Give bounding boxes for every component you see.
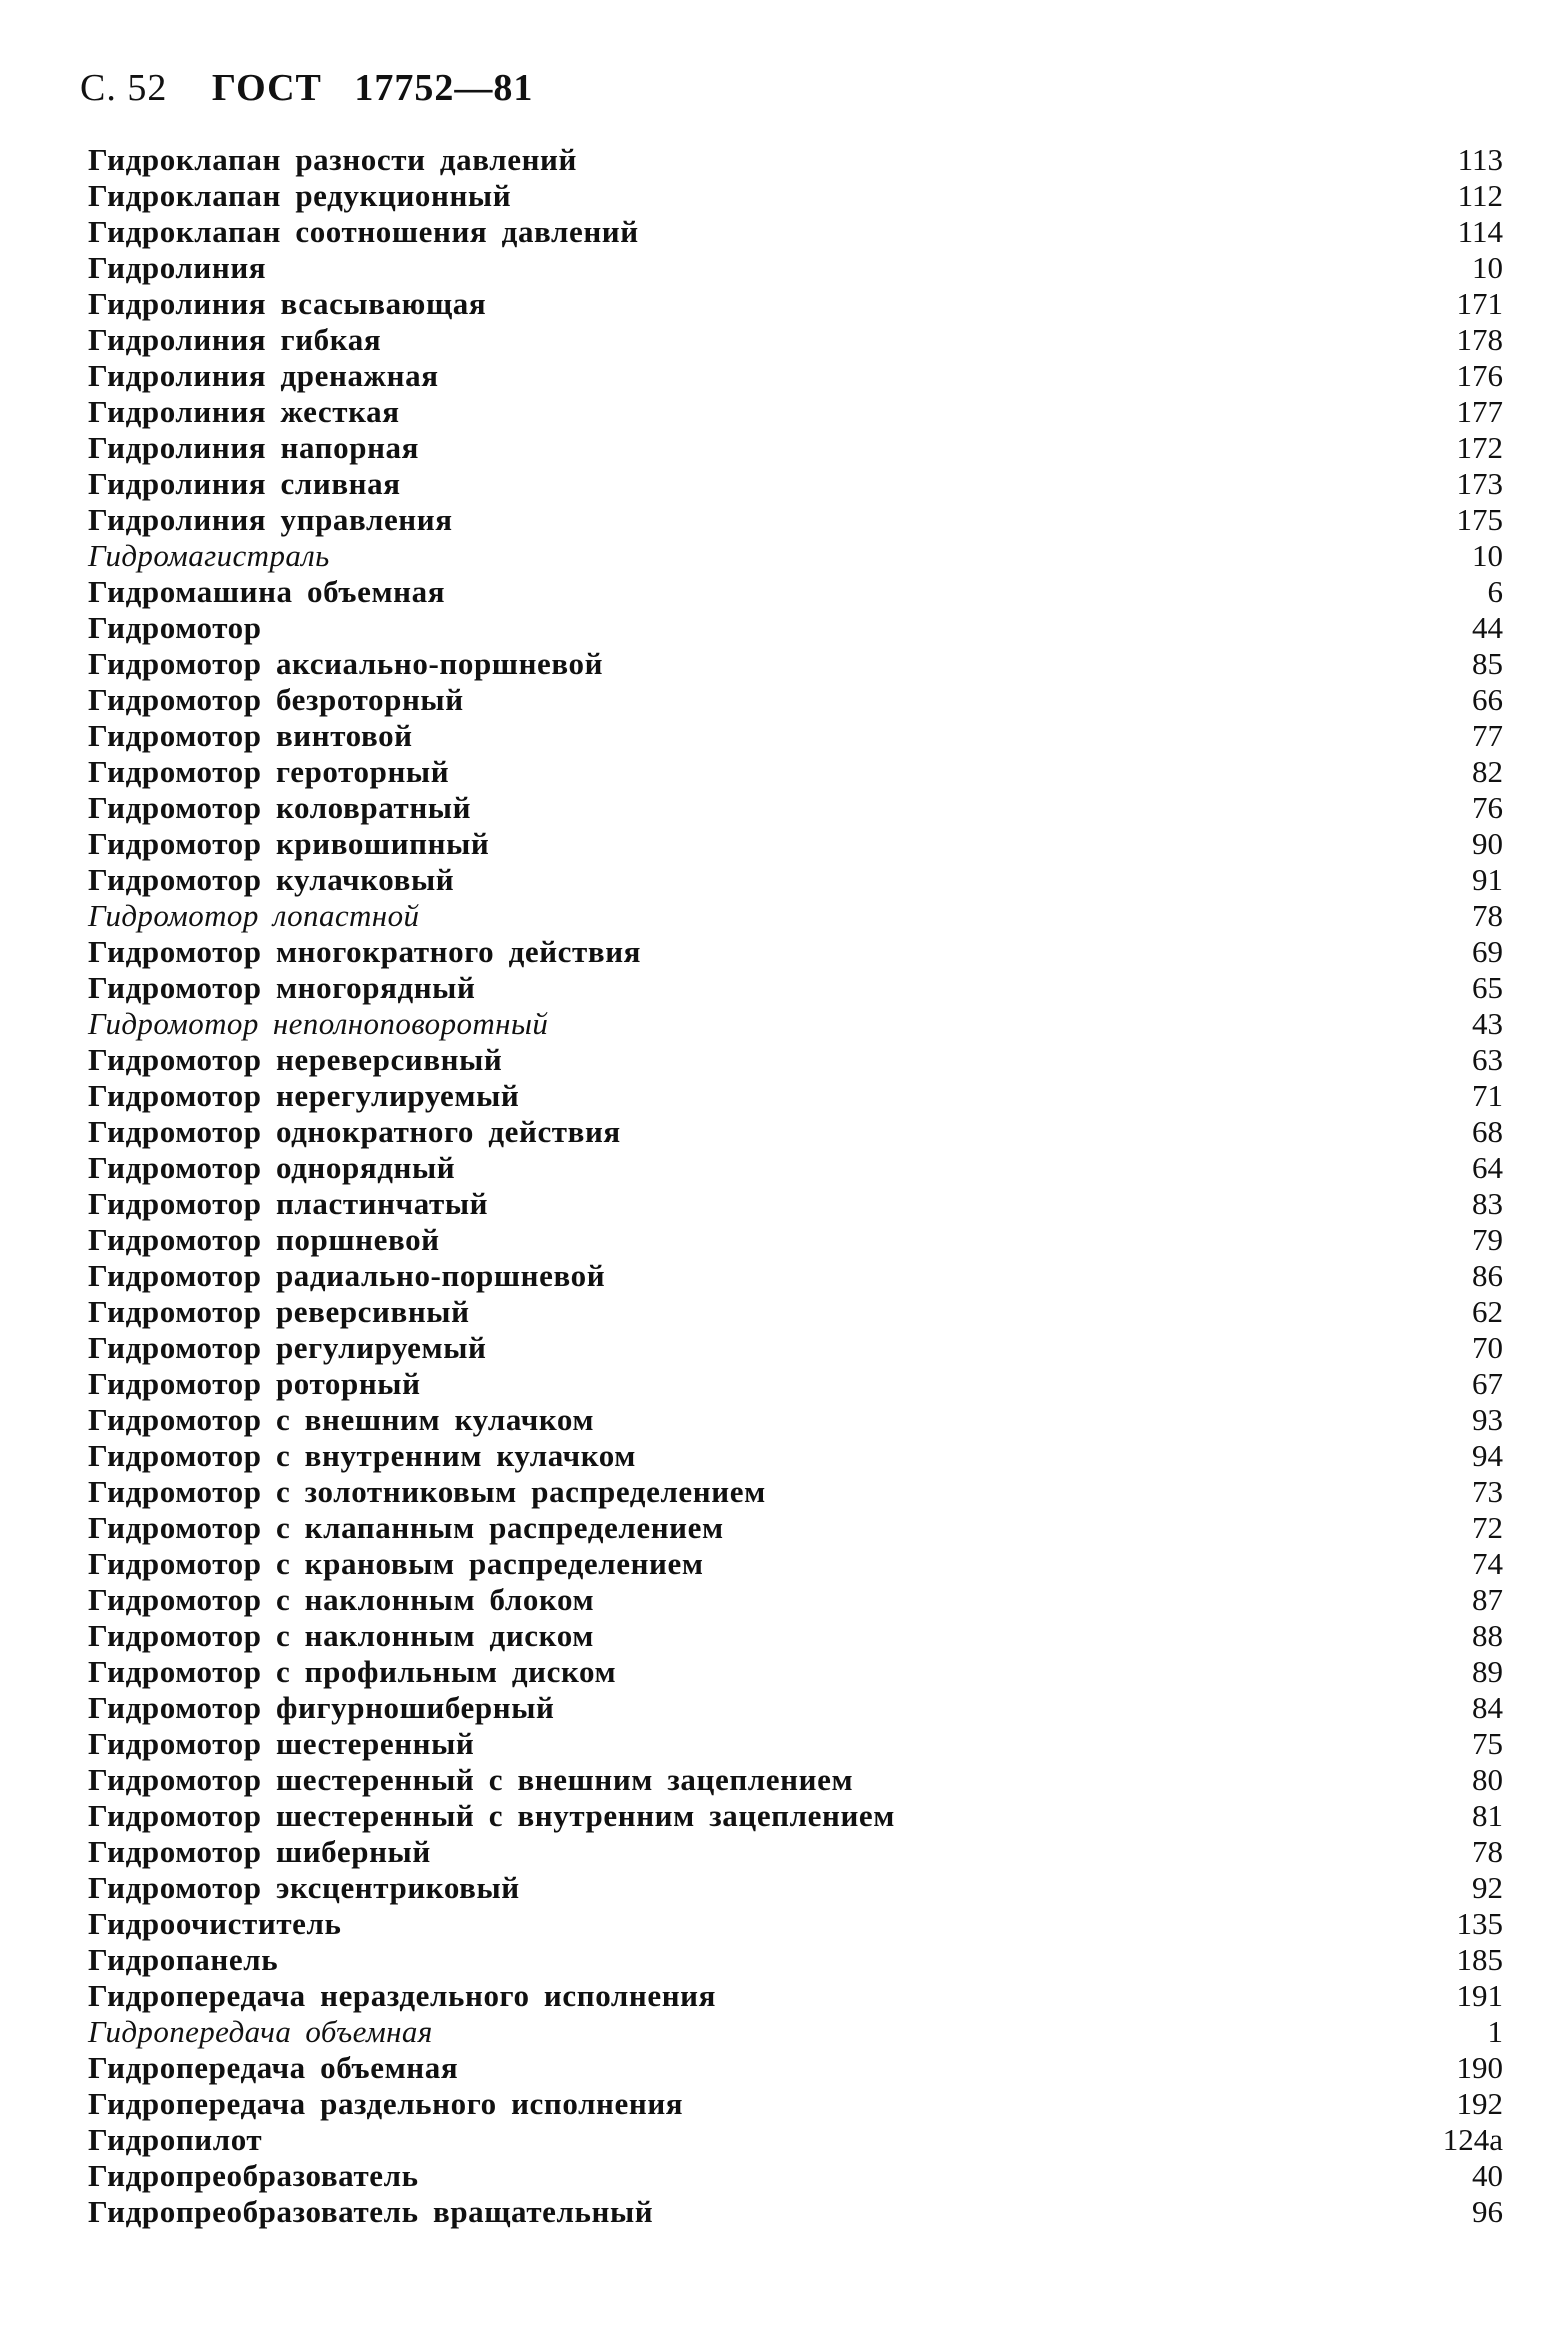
entry-term: Гидромотор эксцентриковый [88,1870,520,1905]
index-entry [88,2158,1503,2194]
entry-term: Гидропреобразователь вращательный [88,2194,654,2229]
entry-term: Гидролиния всасывающая [88,286,487,321]
entry-term: Гидромотор с наклонным диском [88,1618,594,1653]
entry-clause-number: 75 [1472,1726,1503,1761]
term-index-list [88,142,1503,2230]
index-entry [88,214,1503,250]
entry-clause-number: 81 [1472,1798,1503,1833]
entry-term: Гидропередача нераздельного исполнения [88,1978,716,2013]
entry-clause-number: 135 [1456,1906,1503,1941]
entry-term: Гидроклапан редукционный [88,178,512,213]
entry-clause-number: 112 [1457,178,1503,213]
entry-term: Гидролиния дренажная [88,358,439,393]
entry-term: Гидромотор [88,610,262,645]
entry-clause-number: 77 [1472,718,1503,753]
entry-clause-number: 79 [1472,1222,1503,1257]
entry-clause-number: 91 [1472,862,1503,897]
entry-clause-number: 76 [1472,790,1503,825]
index-entry [88,358,1503,394]
entry-term: Гидроочиститель [88,1906,342,1941]
entry-term: Гидролиния напорная [88,430,420,465]
index-entry [88,250,1503,286]
entry-clause-number: 73 [1472,1474,1503,1509]
index-entry [88,1186,1503,1222]
index-entry [88,1942,1503,1978]
entry-clause-number: 88 [1472,1618,1503,1653]
index-entry [88,1618,1503,1654]
entry-clause-number: 92 [1472,1870,1503,1905]
entry-term: Гидромотор винтовой [88,718,413,753]
index-entry [88,394,1503,430]
entry-term: Гидромотор безроторный [88,682,464,717]
index-entry [88,1762,1503,1798]
index-entry [88,1042,1503,1078]
index-entry [88,1978,1503,2014]
entry-term: Гидромотор кривошипный [88,826,490,861]
entry-term: Гидромотор с наклонным блоком [88,1582,595,1617]
entry-term: Гидромотор шестеренный с внутренним зацеплением [88,1798,895,1833]
entry-term: Гидромотор с клапанным распределением [88,1510,724,1545]
entry-term: Гидромотор неполноповоротный [88,1006,549,1041]
entry-clause-number: 90 [1472,826,1503,861]
index-entry [88,1582,1503,1618]
entry-clause-number: 84 [1472,1690,1503,1725]
entry-term: Гидромотор нереверсивный [88,1042,503,1077]
entry-clause-number: 83 [1472,1186,1503,1221]
index-entry [88,1690,1503,1726]
entry-clause-number: 74 [1472,1546,1503,1581]
entry-term: Гидромотор радиально-поршневой [88,1258,606,1293]
index-entry [88,1006,1503,1042]
entry-term: Гидролиния сливная [88,466,401,501]
index-entry [88,1834,1503,1870]
index-entry [88,1402,1503,1438]
entry-term: Гидроклапан соотношения давлений [88,214,639,249]
entry-term: Гидропанель [88,1942,279,1977]
entry-term: Гидропилот [88,2122,263,2157]
entry-term: Гидромотор с крановым распределением [88,1546,704,1581]
entry-term: Гидромотор фигурношиберный [88,1690,555,1725]
entry-clause-number: 185 [1456,1942,1503,1977]
entry-term: Гидромотор многорядный [88,970,476,1005]
index-entry [88,1078,1503,1114]
index-entry [88,826,1503,862]
index-entry [88,2122,1503,2158]
entry-term: Гидромотор поршневой [88,1222,440,1257]
index-entry [88,1906,1503,1942]
entry-clause-number: 172 [1456,430,1503,465]
entry-clause-number: 78 [1472,898,1503,933]
entry-clause-number: 6 [1487,574,1503,609]
entry-clause-number: 89 [1472,1654,1503,1689]
index-entry [88,1114,1503,1150]
index-entry [88,970,1503,1006]
index-entry [88,1330,1503,1366]
index-entry [88,718,1503,754]
index-entry [88,1726,1503,1762]
entry-term: Гидромотор многократного действия [88,934,642,969]
entry-clause-number: 71 [1472,1078,1503,1113]
entry-clause-number: 93 [1472,1402,1503,1437]
entry-term: Гидромотор лопастной [88,898,420,933]
index-entry [88,1258,1503,1294]
entry-clause-number: 65 [1472,970,1503,1005]
entry-term: Гидромотор аксиально-поршневой [88,646,604,681]
entry-clause-number: 178 [1456,322,1503,357]
index-entry [88,2086,1503,2122]
entry-term: Гидромотор с профильным диском [88,1654,617,1689]
index-entry [88,1798,1503,1834]
entry-clause-number: 69 [1472,934,1503,969]
index-entry [88,1654,1503,1690]
index-entry [88,754,1503,790]
index-entry [88,286,1503,322]
entry-clause-number: 64 [1472,1150,1503,1185]
entry-clause-number: 175 [1456,502,1503,537]
entry-term: Гидромотор шестеренный с внешним зацеплением [88,1762,854,1797]
entry-term: Гидропреобразователь [88,2158,419,2193]
entry-term: Гидромагистраль [88,538,330,573]
entry-clause-number: 177 [1456,394,1503,429]
entry-clause-number: 72 [1472,1510,1503,1545]
entry-clause-number: 80 [1472,1762,1503,1797]
index-entry [88,1222,1503,1258]
entry-term: Гидромотор героторный [88,754,450,789]
entry-clause-number: 114 [1457,214,1503,249]
entry-clause-number: 86 [1472,1258,1503,1293]
page-header [80,66,533,110]
standard-number: 17752—81 [354,67,534,109]
entry-clause-number: 171 [1456,286,1503,321]
entry-clause-number: 94 [1472,1438,1503,1473]
index-entry [88,178,1503,214]
entry-term: Гидролиния жесткая [88,394,400,429]
entry-term: Гидропередача объемная [88,2014,433,2049]
entry-clause-number: 68 [1472,1114,1503,1149]
index-entry [88,610,1503,646]
index-entry [88,1510,1503,1546]
index-entry [88,502,1503,538]
entry-term: Гидромотор регулируемый [88,1330,487,1365]
entry-term: Гидромотор роторный [88,1366,421,1401]
entry-term: Гидролиния гибкая [88,322,382,357]
entry-clause-number: 96 [1472,2194,1503,2229]
entry-term: Гидролиния управления [88,502,453,537]
index-entry [88,142,1503,178]
entry-clause-number: 78 [1472,1834,1503,1869]
index-entry [88,1546,1503,1582]
entry-clause-number: 66 [1472,682,1503,717]
entry-clause-number: 173 [1456,466,1503,501]
entry-term: Гидромашина объемная [88,574,446,609]
index-entry [88,1870,1503,1906]
entry-clause-number: 40 [1472,2158,1503,2193]
index-entry [88,574,1503,610]
entry-clause-number: 192 [1456,2086,1503,2121]
entry-term: Гидролиния [88,250,267,285]
entry-clause-number: 176 [1456,358,1503,393]
index-entry [88,898,1503,934]
page-number: С. 52 [80,67,168,109]
index-entry [88,538,1503,574]
index-entry [88,1150,1503,1186]
entry-term: Гидромотор с внутренним кулачком [88,1438,636,1473]
entry-clause-number: 124а [1442,2122,1503,2157]
entry-term: Гидромотор шестеренный [88,1726,475,1761]
entry-clause-number: 63 [1472,1042,1503,1077]
entry-term: Гидромотор кулачковый [88,862,455,897]
entry-term: Гидромотор коловратный [88,790,472,825]
entry-clause-number: 62 [1472,1294,1503,1329]
entry-term: Гидромотор однократного действия [88,1114,621,1149]
entry-clause-number: 70 [1472,1330,1503,1365]
entry-clause-number: 1 [1487,2014,1503,2049]
entry-clause-number: 67 [1472,1366,1503,1401]
entry-clause-number: 44 [1472,610,1503,645]
index-entry [88,1438,1503,1474]
index-entry [88,1294,1503,1330]
index-entry [88,322,1503,358]
index-entry [88,2194,1503,2230]
entry-term: Гидромотор пластинчатый [88,1186,489,1221]
entry-clause-number: 87 [1472,1582,1503,1617]
index-entry [88,790,1503,826]
entry-clause-number: 82 [1472,754,1503,789]
entry-clause-number: 10 [1472,538,1503,573]
index-entry [88,1366,1503,1402]
index-entry [88,646,1503,682]
entry-term: Гидромотор шиберный [88,1834,431,1869]
entry-clause-number: 85 [1472,646,1503,681]
index-entry [88,682,1503,718]
entry-clause-number: 190 [1456,2050,1503,2085]
index-entry [88,2050,1503,2086]
entry-term: Гидромотор нерегулируемый [88,1078,520,1113]
entry-term: Гидромотор с внешним кулачком [88,1402,595,1437]
entry-term: Гидроклапан разности давлений [88,142,577,177]
entry-term: Гидромотор реверсивный [88,1294,470,1329]
standard-label: ГОСТ [211,67,322,109]
entry-clause-number: 113 [1457,142,1503,177]
index-entry [88,862,1503,898]
entry-term: Гидропередача объемная [88,2050,459,2085]
entry-term: Гидропередача раздельного исполнения [88,2086,684,2121]
entry-clause-number: 10 [1472,250,1503,285]
index-entry [88,2014,1503,2050]
index-entry [88,430,1503,466]
entry-clause-number: 43 [1472,1006,1503,1041]
entry-clause-number: 191 [1456,1978,1503,2013]
index-entry [88,1474,1503,1510]
entry-term: Гидромотор однорядный [88,1150,456,1185]
index-entry [88,466,1503,502]
index-entry [88,934,1503,970]
entry-term: Гидромотор с золотниковым распределением [88,1474,766,1509]
